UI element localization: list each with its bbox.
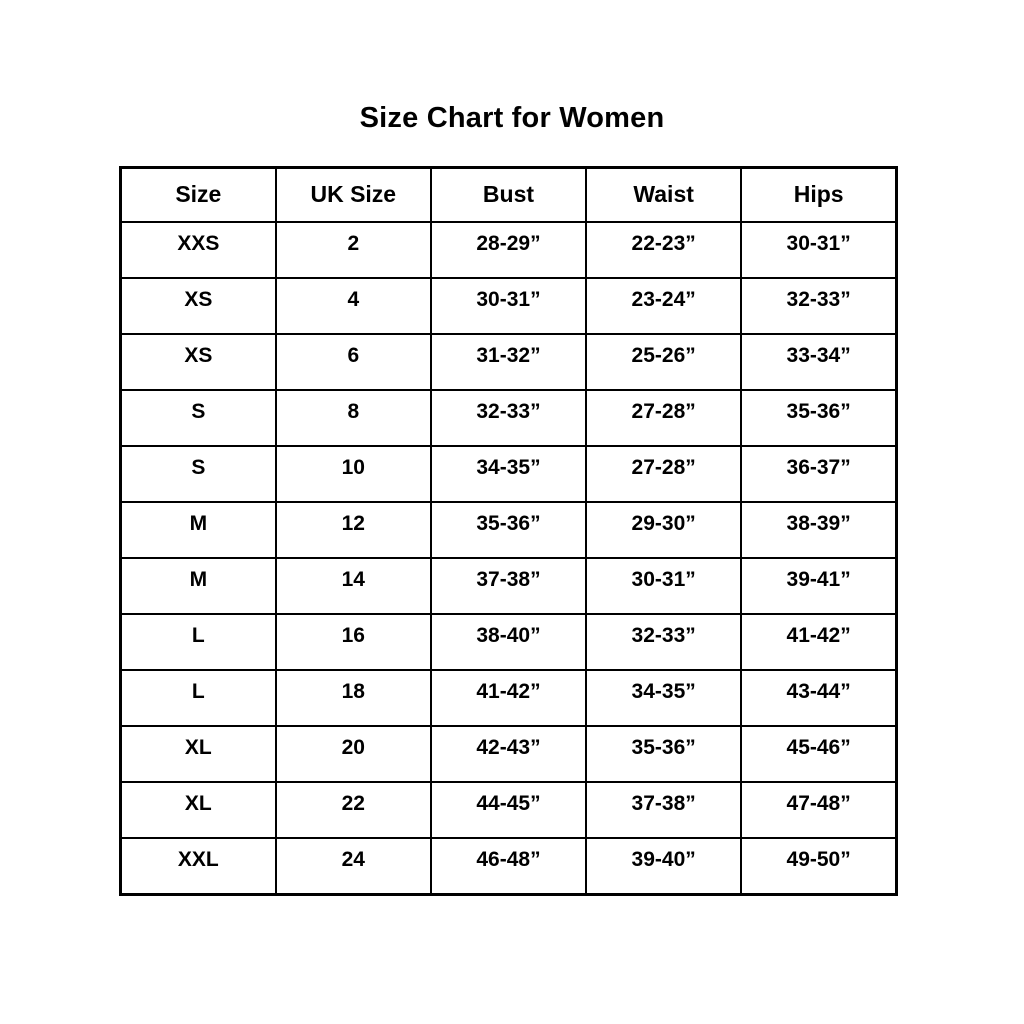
column-header-size: Size	[121, 168, 276, 223]
size-chart-table	[119, 166, 898, 896]
table-cell: 6	[276, 334, 431, 390]
table-cell: M	[121, 558, 276, 614]
table-row	[121, 446, 897, 502]
column-header-bust: Bust	[431, 168, 586, 223]
table-cell: 34-35”	[431, 446, 586, 502]
table-body	[121, 222, 897, 895]
table-cell: S	[121, 390, 276, 446]
table-cell: 32-33”	[741, 278, 896, 334]
table-cell: 47-48”	[741, 782, 896, 838]
table-cell: XXL	[121, 838, 276, 895]
table-cell: M	[121, 502, 276, 558]
table-row	[121, 278, 897, 334]
table-cell: 37-38”	[431, 558, 586, 614]
table-cell: 32-33”	[431, 390, 586, 446]
table-cell: 31-32”	[431, 334, 586, 390]
table-row	[121, 670, 897, 726]
table-row	[121, 558, 897, 614]
table-cell: 28-29”	[431, 222, 586, 278]
table-cell: 39-40”	[586, 838, 741, 895]
table-cell: XL	[121, 782, 276, 838]
table-row	[121, 502, 897, 558]
column-header-waist: Waist	[586, 168, 741, 223]
table-cell: 2	[276, 222, 431, 278]
table-cell: 41-42”	[741, 614, 896, 670]
table-cell: 16	[276, 614, 431, 670]
table-cell: 4	[276, 278, 431, 334]
table-cell: 14	[276, 558, 431, 614]
table-cell: L	[121, 670, 276, 726]
table-cell: 36-37”	[741, 446, 896, 502]
table-cell: 27-28”	[586, 446, 741, 502]
table-row	[121, 222, 897, 278]
table-cell: 27-28”	[586, 390, 741, 446]
column-header-uk-size: UK Size	[276, 168, 431, 223]
table-cell: 42-43”	[431, 726, 586, 782]
table-cell: 41-42”	[431, 670, 586, 726]
table-cell: 22-23”	[586, 222, 741, 278]
table-cell: 18	[276, 670, 431, 726]
table-cell: 38-39”	[741, 502, 896, 558]
table-cell: XL	[121, 726, 276, 782]
page-title: Size Chart for Women	[359, 102, 665, 134]
table-cell: 33-34”	[741, 334, 896, 390]
column-header-hips: Hips	[741, 168, 896, 223]
table-cell: 29-30”	[586, 502, 741, 558]
table-cell: 12	[276, 502, 431, 558]
table-cell: XXS	[121, 222, 276, 278]
table-cell: 35-36”	[586, 726, 741, 782]
table-cell: 23-24”	[586, 278, 741, 334]
table-cell: S	[121, 446, 276, 502]
table-cell: 38-40”	[431, 614, 586, 670]
table-cell: 24	[276, 838, 431, 895]
table-cell: 44-45”	[431, 782, 586, 838]
table-cell: XS	[121, 334, 276, 390]
table-cell: L	[121, 614, 276, 670]
table-row	[121, 782, 897, 838]
table-row	[121, 726, 897, 782]
table-cell: 30-31”	[431, 278, 586, 334]
table-cell: XS	[121, 278, 276, 334]
table-row	[121, 614, 897, 670]
table-cell: 37-38”	[586, 782, 741, 838]
table-cell: 20	[276, 726, 431, 782]
table-cell: 35-36”	[431, 502, 586, 558]
table-cell: 25-26”	[586, 334, 741, 390]
table-row	[121, 838, 897, 895]
table-cell: 45-46”	[741, 726, 896, 782]
table-cell: 22	[276, 782, 431, 838]
table-cell: 32-33”	[586, 614, 741, 670]
table-cell: 10	[276, 446, 431, 502]
table-cell: 34-35”	[586, 670, 741, 726]
table-cell: 46-48”	[431, 838, 586, 895]
table-cell: 30-31”	[741, 222, 896, 278]
table-cell: 30-31”	[586, 558, 741, 614]
table-cell: 35-36”	[741, 390, 896, 446]
table-cell: 43-44”	[741, 670, 896, 726]
table-header-row	[121, 168, 897, 223]
table-row	[121, 334, 897, 390]
table-header	[121, 168, 897, 223]
table-row	[121, 390, 897, 446]
table-cell: 39-41”	[741, 558, 896, 614]
table-cell: 8	[276, 390, 431, 446]
table-cell: 49-50”	[741, 838, 896, 895]
